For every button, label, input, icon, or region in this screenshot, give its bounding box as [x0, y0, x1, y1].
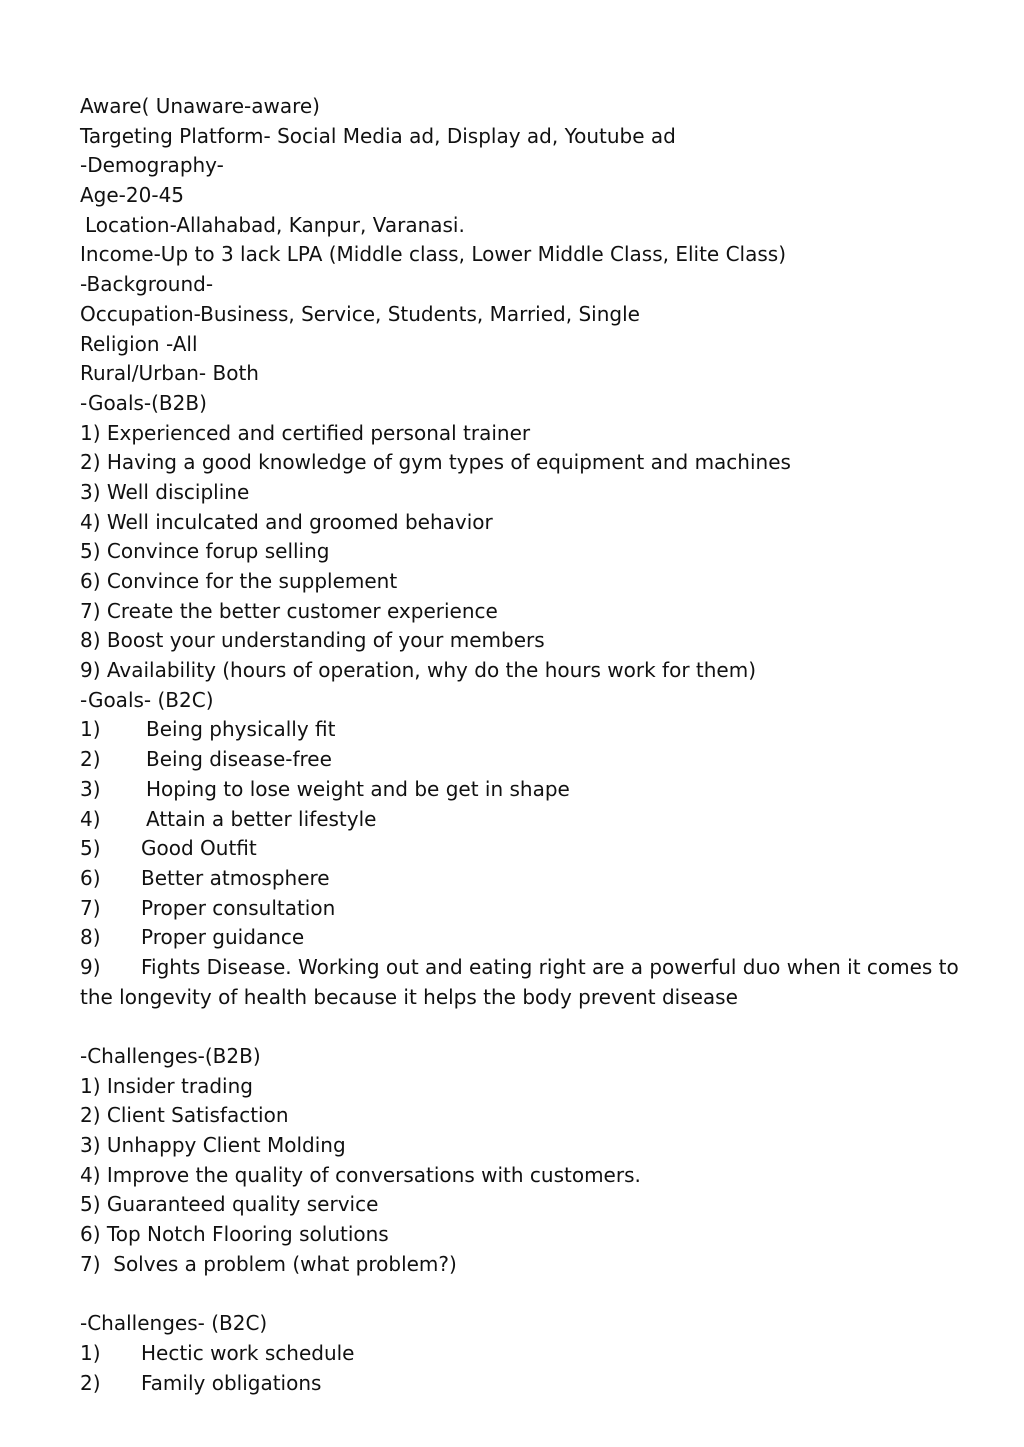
list-item: 3) Unhappy Client Molding — [80, 1133, 346, 1158]
goals-b2b-heading: -Goals-(B2B) — [80, 390, 207, 415]
list-number: 4) — [80, 806, 101, 831]
demography-heading: -Demography- — [80, 153, 224, 178]
challenges-b2c-heading: -Challenges- (B2C) — [80, 1311, 268, 1336]
list-item — [80, 715, 980, 745]
list-item: 9) Availability (hours of operation, why do the hours work for them) — [80, 658, 757, 683]
list-number: 9) — [80, 954, 101, 979]
list-text: Family obligations — [141, 1370, 322, 1395]
list-item — [80, 864, 980, 894]
rural-urban-line: Rural/Urban- Both — [80, 361, 259, 386]
list-text: Attain a better lifestyle — [146, 806, 377, 831]
list-text: Being physically fit — [146, 717, 336, 742]
list-item: 4) Well inculcated and groomed behavior — [80, 509, 493, 534]
income-line: Income-Up to 3 lack LPA (Middle class, Lower Middle Class, Elite Class) — [80, 242, 787, 267]
list-item: 1) Insider trading — [80, 1073, 253, 1098]
list-text: Better atmosphere — [141, 865, 330, 890]
list-text: Proper guidance — [141, 925, 305, 950]
list-item — [80, 923, 980, 953]
list-item: 3) Well discipline — [80, 479, 250, 504]
list-item — [80, 1339, 980, 1369]
spacer — [80, 1280, 980, 1310]
spacer — [80, 1012, 980, 1042]
list-text: Hectic work schedule — [141, 1340, 355, 1365]
list-item: 5) Convince forup selling — [80, 539, 330, 564]
list-number: 6) — [80, 865, 101, 890]
list-number: 1) — [80, 1340, 101, 1365]
list-number: 2) — [80, 1370, 101, 1395]
list-item: 6) Top Notch Flooring solutions — [80, 1222, 389, 1247]
list-item — [80, 1369, 980, 1399]
list-item: 2) Client Satisfaction — [80, 1103, 289, 1128]
list-item — [80, 745, 980, 775]
list-item: 5) Guaranteed quality service — [80, 1192, 379, 1217]
list-number: 1) — [80, 717, 101, 742]
aware-line: Aware( Unaware-aware) — [80, 94, 320, 118]
list-item: 4) Improve the quality of conversations with customers. — [80, 1162, 641, 1187]
list-item — [80, 894, 980, 924]
occupation-line: Occupation-Business, Service, Students, Married, Single — [80, 301, 640, 326]
age-line: Age-20-45 — [80, 183, 185, 208]
goals-b2c-heading: -Goals- (B2C) — [80, 687, 214, 712]
religion-line: Religion -All — [80, 331, 198, 356]
list-item: 7) Solves a problem (what problem?) — [80, 1251, 457, 1276]
list-number: 8) — [80, 925, 101, 950]
list-text: Hoping to lose weight and be get in shape — [146, 776, 570, 801]
list-number: 7) — [80, 895, 101, 920]
list-item: 8) Boost your understanding of your members — [80, 628, 545, 653]
list-item: 7) Create the better customer experience — [80, 598, 498, 623]
list-item — [80, 834, 980, 864]
list-text: Proper consultation — [141, 895, 336, 920]
list-item: 6) Convince for the supplement — [80, 569, 398, 593]
list-item — [80, 953, 980, 983]
list-item: 1) Experienced and certified personal trainer — [80, 420, 531, 445]
location-line: Location-Allahabad, Kanpur, Varanasi. — [85, 212, 465, 237]
list-text: Fights Disease. Working out and eating right are a powerful duo when it comes to — [141, 954, 959, 979]
list-number: 3) — [80, 776, 101, 801]
list-text: Good Outfit — [141, 836, 257, 861]
targeting-platform-line: Targeting Platform- Social Media ad, Display ad, Youtube ad — [80, 123, 676, 148]
list-item — [80, 805, 980, 835]
list-item: 2) Having a good knowledge of gym types of equipment and machines — [80, 450, 791, 475]
list-number: 5) — [80, 836, 101, 861]
list-number: 2) — [80, 747, 101, 772]
background-heading: -Background- — [80, 272, 214, 297]
list-item-continuation: the longevity of health because it helps the body prevent disease — [80, 984, 738, 1009]
list-text: Being disease-free — [146, 747, 332, 772]
document-page — [80, 92, 980, 1398]
challenges-b2b-heading: -Challenges-(B2B) — [80, 1044, 261, 1068]
list-item — [80, 775, 980, 805]
